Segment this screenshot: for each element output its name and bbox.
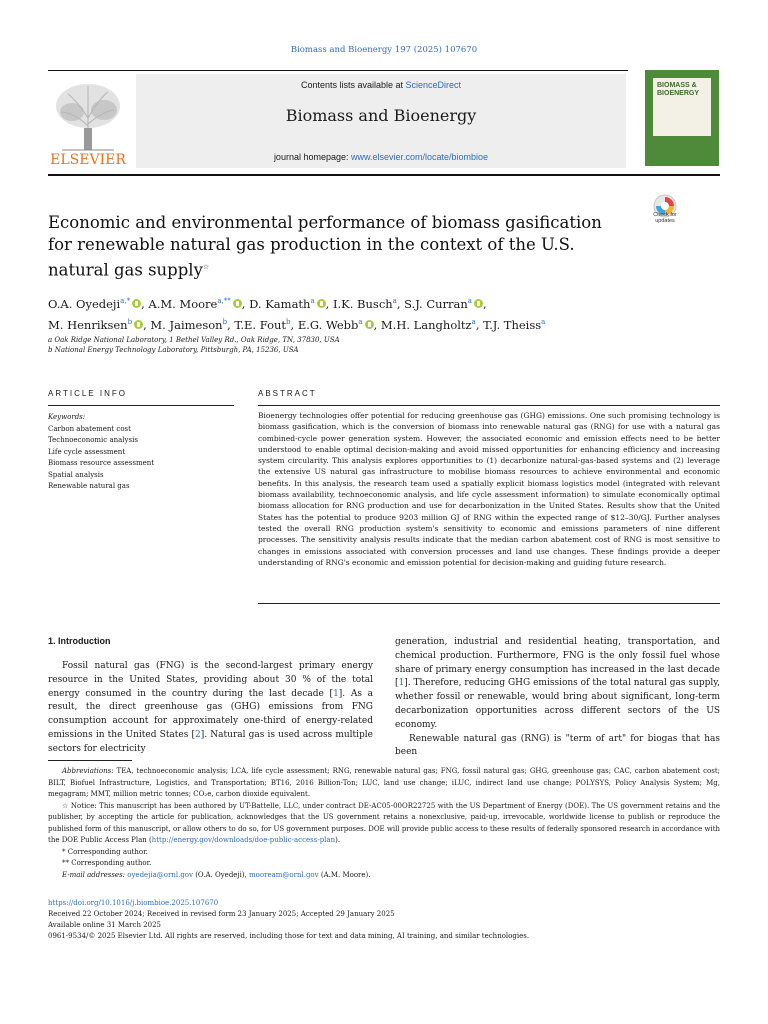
author-affiliation-marker[interactable]: b (127, 317, 133, 326)
author-affiliation-marker[interactable]: a (392, 297, 397, 305)
author-affiliation-marker[interactable]: a (471, 317, 476, 326)
journal-homepage-link[interactable]: www.elsevier.com/locate/biombioe (351, 152, 489, 162)
elsevier-logo (48, 76, 128, 166)
notice-end: ). (335, 836, 341, 844)
author-name[interactable]: M. Henriksen (48, 317, 128, 332)
text-run: Fossil natural gas (FNG) is the second-largest primary energy resource in the United States, providing about 30 % of the total energy consumed in the country during the last decade [ (48, 661, 373, 699)
cover-title-panel (653, 78, 711, 136)
publisher-wordmark: ELSEVIER (50, 152, 126, 166)
copyright-line: 0961-9534/© 2025 Elsevier Ltd. All rights are reserved, including those for text and data mining, AI training, and similar technologies. (48, 932, 530, 940)
author-separator: , (141, 296, 149, 311)
citation-link[interactable]: 2 (195, 729, 201, 740)
email-link[interactable]: mooream@ornl.gov (249, 870, 319, 879)
author-name[interactable]: S.J. Curran (404, 296, 468, 311)
journal-cover-thumbnail[interactable] (645, 70, 719, 166)
contents-line (136, 80, 626, 90)
intro-paragraph-1 (48, 660, 373, 757)
article-title-text: Economic and environmental performance of biomass gasification for renewable natural gas production in the context of the U.S. natural gas supply (48, 213, 602, 280)
author-affiliation-marker[interactable]: b (222, 317, 228, 326)
orcid-icon[interactable] (134, 320, 143, 329)
keyword: Technoeconomic analysis (48, 436, 138, 444)
author-name[interactable]: I.K. Busch (332, 296, 393, 311)
journal-name[interactable]: Biomass and Bioenergy (285, 106, 477, 125)
body-column-left (48, 660, 373, 757)
masthead-top-rule (48, 70, 628, 71)
author-name[interactable]: A.M. Moore (148, 296, 218, 311)
keyword: Biomass resource assessment (48, 459, 155, 467)
author-separator: , (373, 317, 381, 332)
author-separator: , (325, 296, 333, 311)
orcid-icon[interactable] (317, 299, 326, 308)
abbreviations-label: Abbreviations: (62, 767, 114, 775)
footnote-rule (48, 760, 132, 761)
author-name[interactable]: M.H. Langholtz (380, 317, 472, 332)
check-updates-label: Check for updates (653, 212, 677, 224)
author-name[interactable]: O.A. Oyedeji (48, 296, 121, 311)
affiliations (48, 334, 688, 356)
text-run: ]. Natural gas is used across multiple sectors for electricity (48, 729, 373, 754)
text-run: generation, industrial and residential heating, transportation, and chemical production. Furthermore, FNG is the only fossil fuel whose share of primary energy consumption has increased in the last decade [ (395, 637, 720, 689)
masthead-bottom-rule (48, 174, 720, 176)
abstract-bottom-rule (258, 603, 720, 604)
intro-paragraph-1-continued (395, 636, 720, 733)
citation-link[interactable]: 1 (398, 678, 405, 689)
author-affiliation-marker[interactable]: b (286, 317, 291, 326)
intro-paragraph-2: Renewable natural gas (RNG) is "term of art" for biogas that has been (395, 733, 720, 758)
affiliation-b: b National Energy Technology Laboratory, Pittsburgh, PA, 15236, USA (48, 346, 299, 354)
keyword: Renewable natural gas (48, 482, 130, 490)
doi-link[interactable]: https://doi.org/10.1016/j.biombioe.2025.107670 (48, 899, 219, 907)
author-separator: , (227, 317, 235, 332)
author-affiliation-marker[interactable]: a,* (120, 297, 131, 305)
cover-title: BIOMASS & BIOENERGY (657, 82, 700, 97)
footnote-emails (48, 870, 720, 882)
notice-marker: ☆ (62, 801, 69, 810)
footnote-notice (48, 801, 720, 847)
abstract-rule (258, 405, 720, 406)
author-affiliation-marker[interactable]: a (310, 297, 315, 305)
citation-link[interactable]: 1 (333, 688, 339, 699)
body-column-right (395, 636, 720, 760)
article-info-heading: ARTICLE INFO (48, 389, 127, 398)
notice-text: Notice: This manuscript has been authored by UT-Battelle, LLC, under contract DE-AC05-00OR22725 with the US Department of Energy (DOE). The US government retains and the publisher, by accepting the article for publication, acknowledges that the US government retains a nonexclusive, paid-up, irrevocable, worldwide license to publish or reproduce the published form of this manuscript, or allow others to do so, for US government purposes. DOE will provide public access to these results of federally sponsored research in accordance with the DOE Public Access Plan ( (48, 801, 721, 844)
author-name[interactable]: D. Kamath (249, 296, 311, 311)
authors-line-2 (48, 313, 688, 334)
running-head[interactable]: Biomass and Bioenergy 197 (2025) 107670 (290, 45, 478, 55)
author-affiliation-marker[interactable]: a (541, 317, 546, 326)
keyword: Carbon abatement cost (48, 424, 131, 433)
author-affiliation-marker[interactable]: a (358, 317, 363, 326)
author-separator: , (143, 317, 151, 332)
keywords-label: Keywords: (48, 413, 86, 421)
author-separator: , (290, 317, 298, 332)
author-name[interactable]: T.E. Fout (234, 317, 287, 332)
footnote-corresponding-1: * Corresponding author. (62, 847, 148, 856)
homepage-line (136, 152, 626, 162)
author-affiliation-marker[interactable]: a,** (217, 297, 231, 305)
author-separator: , (396, 296, 405, 311)
article-title (48, 212, 608, 282)
footnote-abbreviations (48, 766, 720, 801)
text-run: ]. As a result, the direct greenhouse gas (GHG) emissions from FNG consumption account for approximately one-third of energy-related emissions in the United States [ (48, 688, 374, 740)
publication-info (48, 898, 720, 942)
author-separator: , (482, 296, 487, 311)
sciencedirect-link[interactable]: ScienceDirect (405, 80, 462, 90)
email-link[interactable]: oyedejia@ornl.gov (127, 870, 193, 879)
doe-public-access-link[interactable]: http://energy.gov/downloads/doe-public-access-plan (151, 836, 336, 844)
keyword: Spatial analysis (48, 470, 104, 479)
abstract-text: Bioenergy technologies offer potential for reducing greenhouse gas (GHG) emissions. One such promising technology is biomass gasification, which is the conversion of biomass into renewable natural gas (RNG) for use with a natural gas combined-cycle power generation system. However, the associated economic and emission effects need to be better understood to enable optimal decision-making and avoid missed opportunities for enhancing efficiency and increasing system circularity. This analysis explores opportunities to (1) decarbonize natural-gas-based systems and (2) leverage the extensive US natural gas infrastructure to mobilise biomass resources to achieve environmental and economic benefits. In this analysis, the research team used a spatially explicit biomass logistics model (integrated with relevant biomass availability, technoeconomic analysis, and life cycle assessment information) to simulate economically optimal biomass allocation for RNG production and use for decarbonization in the United States. Results show that the United States has the potential to produce 9203 million GJ of RNG within the expected range of $12–30/GJ. Further analyses tested the overall RNG production system's sensitivity to economic and emissions parameters of nine different processes. The sensitivity analysis results indicate that the median carbon abatement cost of RNG is most sensitive to changes in emissions associated with conversion processes and land use changes. These findings provide a deeper understanding of RNG's economic and emission potential for decision-making and guiding future research. (258, 411, 720, 567)
abstract-heading: ABSTRACT (258, 389, 317, 398)
title-footnote-marker[interactable]: ☆ (202, 263, 210, 271)
contents-prefix: Contents lists available at (300, 80, 406, 90)
affiliation-a: a Oak Ridge National Laboratory, 1 Bethel Valley Rd., Oak Ridge, TN, 37830, USA (48, 336, 340, 344)
email-owner: (O.A. Oyedeji), (192, 870, 250, 879)
text-run: ]. Therefore, reducing GHG emissions of the total natural gas supply, whether fossil or renewable, would bring about significant, long-term decarbonization opportunities across different sectors of the US economy. (395, 678, 720, 730)
received-dates: Received 22 October 2024; Received in revised form 23 January 2025; Accepted 29 January 2025 (48, 910, 395, 918)
keywords-block (48, 412, 234, 493)
footnotes (48, 766, 720, 881)
author-list (48, 292, 688, 334)
email-label: E-mail addresses: (62, 870, 126, 879)
author-name[interactable]: E.G. Webb (297, 317, 359, 332)
abbreviations-text: TEA, technoeconomic analysis; LCA, life cycle assessment; RNG, renewable natural gas; FNG, fossil natural gas; GHG, greenhouse gas; CAC, carbon abatement cost; BILT, Biofuel Infrastructure, Logistics, and Transportation; BT16, 2016 Billion-Ton; LUC, land use change; iLUC, indirect land use change; POLYSYS, Policy Analysis System; Mg, megagram; MMT, million metric tonnes; CO₂e, carbon dioxide equivalent. (48, 767, 720, 798)
keyword: Life cycle assessment (48, 447, 126, 456)
author-name[interactable]: T.J. Theiss (483, 317, 542, 332)
authors-line-1 (48, 292, 688, 313)
email-owner: (A.M. Moore). (318, 870, 371, 879)
section-heading-introduction: 1. Introduction (48, 636, 111, 646)
author-affiliation-marker[interactable]: a (467, 297, 472, 305)
author-name[interactable]: M. Jaimeson (150, 317, 223, 332)
footnote-corresponding-2: ** Corresponding author. (62, 859, 152, 867)
orcid-icon[interactable] (365, 320, 374, 329)
orcid-icon[interactable] (132, 299, 141, 308)
homepage-prefix: journal homepage: (273, 152, 351, 162)
article-info-rule (48, 405, 234, 406)
orcid-icon[interactable] (233, 299, 242, 308)
author-separator: , (475, 317, 484, 332)
author-separator: , (241, 296, 250, 311)
orcid-icon[interactable] (474, 299, 483, 308)
available-online: Available online 31 March 2025 (48, 921, 162, 929)
